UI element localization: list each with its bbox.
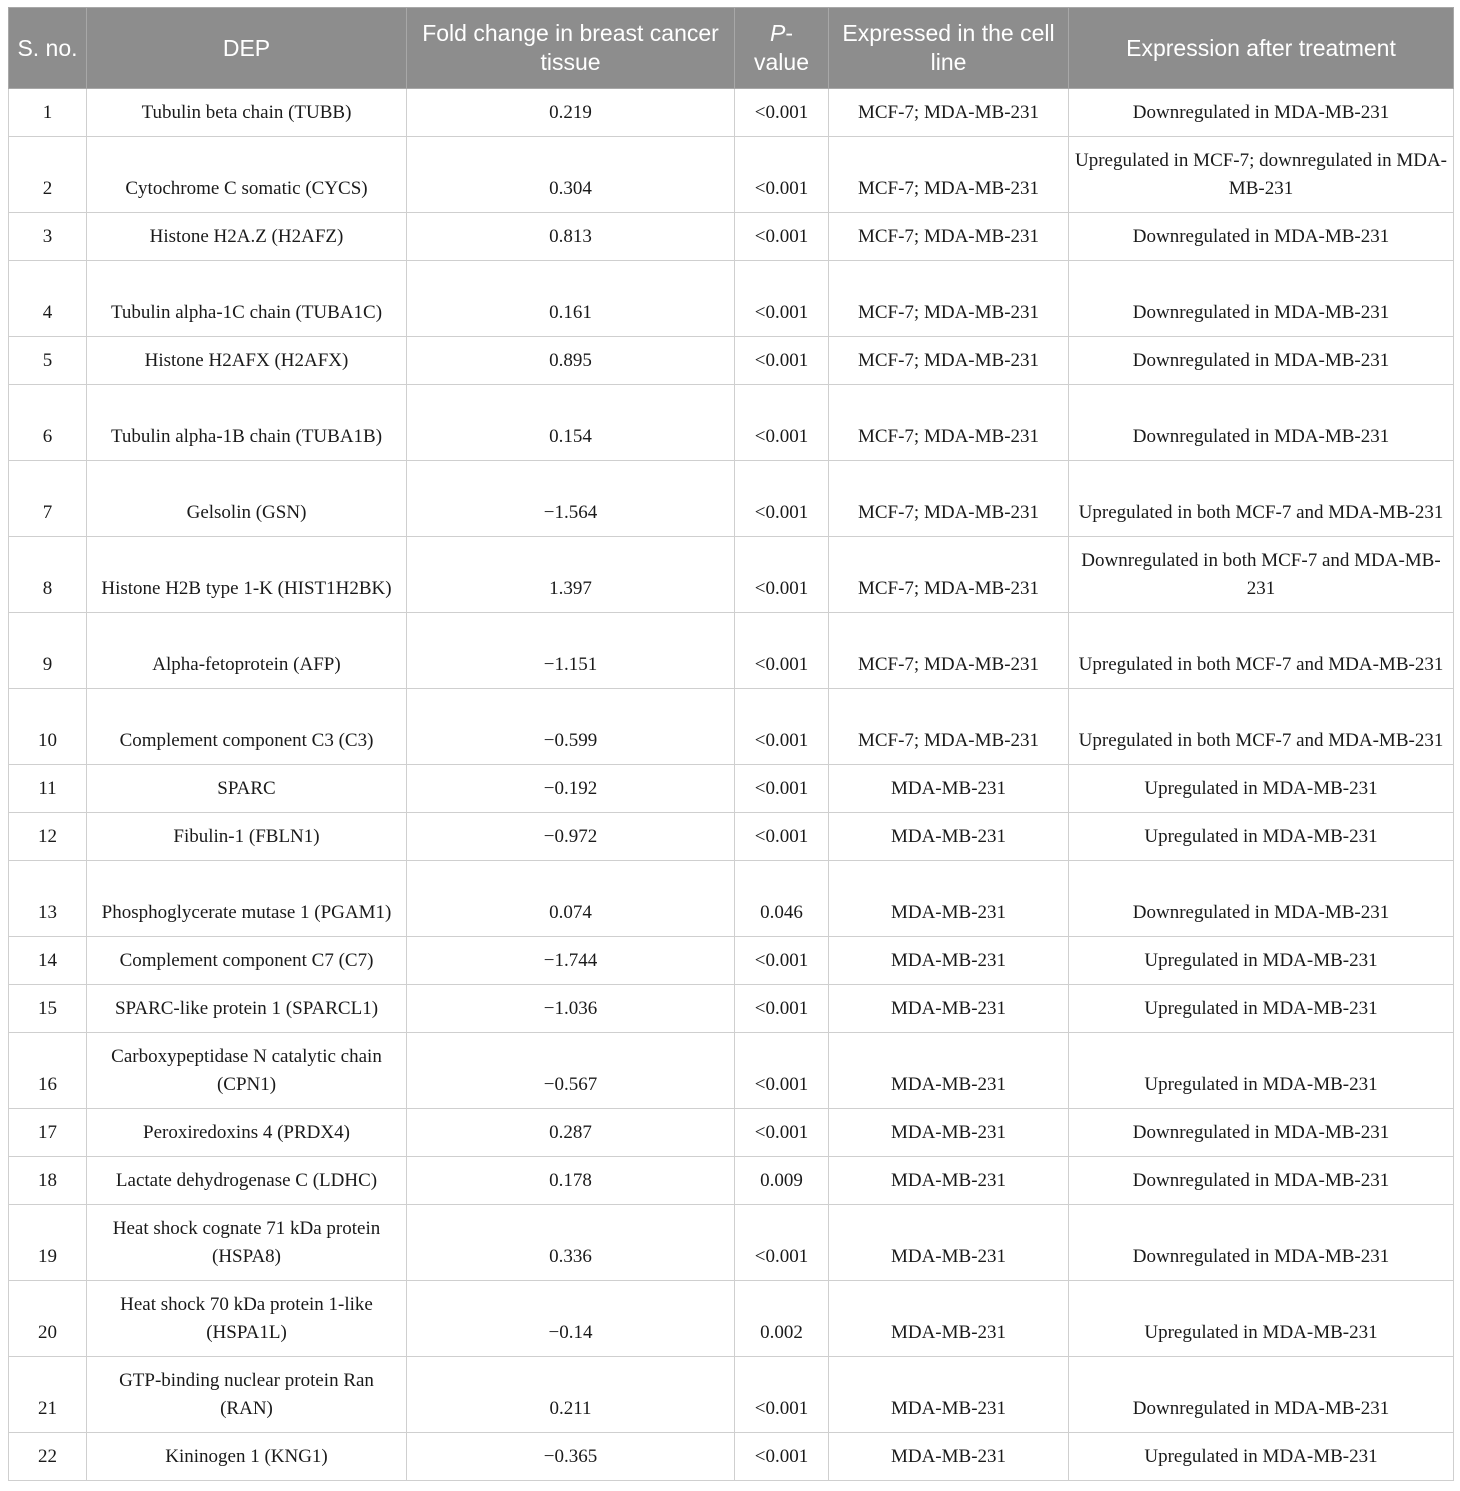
cell-fold-change: 0.161 — [407, 261, 735, 337]
table-row — [9, 1205, 1454, 1281]
cell-expression-after: Downregulated in MDA-MB-231 — [1069, 1357, 1454, 1433]
cell-fold-change: −1.564 — [407, 461, 735, 537]
cell-sno: 16 — [9, 1033, 87, 1109]
table-row — [9, 1281, 1454, 1357]
cell-line: MCF-7; MDA-MB-231 — [829, 537, 1069, 613]
cell-fold-change: 0.336 — [407, 1205, 735, 1281]
cell-dep: SPARC — [87, 765, 407, 813]
cell-expression-after: Upregulated in MDA-MB-231 — [1069, 985, 1454, 1033]
table-row — [9, 765, 1454, 813]
cell-p-value: 0.046 — [735, 861, 829, 937]
cell-sno: 8 — [9, 537, 87, 613]
table-row — [9, 813, 1454, 861]
cell-fold-change: −0.599 — [407, 689, 735, 765]
cell-p-value: <0.001 — [735, 1205, 829, 1281]
cell-sno: 15 — [9, 985, 87, 1033]
table-row — [9, 385, 1454, 461]
cell-line: MDA-MB-231 — [829, 813, 1069, 861]
cell-p-value: <0.001 — [735, 337, 829, 385]
cell-p-value: <0.001 — [735, 461, 829, 537]
cell-line: MCF-7; MDA-MB-231 — [829, 689, 1069, 765]
cell-expression-after: Downregulated in MDA-MB-231 — [1069, 861, 1454, 937]
cell-expression-after: Upregulated in MDA-MB-231 — [1069, 1433, 1454, 1481]
header-p-suffix: -value — [754, 20, 809, 75]
cell-dep: Lactate dehydrogenase C (LDHC) — [87, 1157, 407, 1205]
cell-p-value: <0.001 — [735, 813, 829, 861]
cell-expression-after: Upregulated in MDA-MB-231 — [1069, 1281, 1454, 1357]
cell-sno: 5 — [9, 337, 87, 385]
cell-fold-change: −0.14 — [407, 1281, 735, 1357]
table-row — [9, 985, 1454, 1033]
cell-p-value: <0.001 — [735, 537, 829, 613]
cell-line: MDA-MB-231 — [829, 985, 1069, 1033]
cell-line: MCF-7; MDA-MB-231 — [829, 261, 1069, 337]
cell-p-value: <0.001 — [735, 1109, 829, 1157]
cell-p-value: <0.001 — [735, 213, 829, 261]
table-row — [9, 537, 1454, 613]
cell-fold-change: 0.895 — [407, 337, 735, 385]
table-row — [9, 1157, 1454, 1205]
cell-expression-after: Downregulated in MDA-MB-231 — [1069, 89, 1454, 137]
header-p-value — [735, 8, 829, 89]
cell-expression-after: Upregulated in MDA-MB-231 — [1069, 765, 1454, 813]
cell-dep: Alpha-fetoprotein (AFP) — [87, 613, 407, 689]
cell-dep: Kininogen 1 (KNG1) — [87, 1433, 407, 1481]
table-row — [9, 1033, 1454, 1109]
table-row — [9, 861, 1454, 937]
cell-sno: 11 — [9, 765, 87, 813]
cell-dep: Histone H2B type 1-K (HIST1H2BK) — [87, 537, 407, 613]
cell-line: MDA-MB-231 — [829, 861, 1069, 937]
cell-line: MCF-7; MDA-MB-231 — [829, 213, 1069, 261]
cell-line: MDA-MB-231 — [829, 1281, 1069, 1357]
cell-p-value: <0.001 — [735, 1433, 829, 1481]
cell-line: MCF-7; MDA-MB-231 — [829, 137, 1069, 213]
cell-dep: SPARC-like protein 1 (SPARCL1) — [87, 985, 407, 1033]
cell-expression-after: Upregulated in MDA-MB-231 — [1069, 937, 1454, 985]
cell-dep: Tubulin alpha-1B chain (TUBA1B) — [87, 385, 407, 461]
cell-dep: Histone H2AFX (H2AFX) — [87, 337, 407, 385]
cell-expression-after: Downregulated in MDA-MB-231 — [1069, 385, 1454, 461]
cell-fold-change: −1.744 — [407, 937, 735, 985]
cell-line: MCF-7; MDA-MB-231 — [829, 385, 1069, 461]
cell-fold-change: 0.178 — [407, 1157, 735, 1205]
cell-sno: 6 — [9, 385, 87, 461]
cell-line: MCF-7; MDA-MB-231 — [829, 337, 1069, 385]
cell-sno: 7 — [9, 461, 87, 537]
cell-dep: Cytochrome C somatic (CYCS) — [87, 137, 407, 213]
table-row — [9, 1357, 1454, 1433]
cell-expression-after: Upregulated in MDA-MB-231 — [1069, 1033, 1454, 1109]
cell-sno: 13 — [9, 861, 87, 937]
cell-sno: 21 — [9, 1357, 87, 1433]
cell-expression-after: Downregulated in MDA-MB-231 — [1069, 337, 1454, 385]
cell-fold-change: −0.567 — [407, 1033, 735, 1109]
cell-line: MDA-MB-231 — [829, 1433, 1069, 1481]
cell-fold-change: −1.151 — [407, 613, 735, 689]
cell-line: MDA-MB-231 — [829, 765, 1069, 813]
cell-line: MDA-MB-231 — [829, 1109, 1069, 1157]
cell-p-value: <0.001 — [735, 261, 829, 337]
cell-expression-after: Upregulated in both MCF-7 and MDA-MB-231 — [1069, 613, 1454, 689]
cell-sno: 12 — [9, 813, 87, 861]
cell-sno: 22 — [9, 1433, 87, 1481]
cell-fold-change: 0.154 — [407, 385, 735, 461]
cell-sno: 18 — [9, 1157, 87, 1205]
header-fold-change: Fold change in breast cancer tissue — [407, 8, 735, 89]
cell-expression-after: Downregulated in both MCF-7 and MDA-MB-231 — [1069, 537, 1454, 613]
cell-p-value: <0.001 — [735, 1357, 829, 1433]
cell-dep: Fibulin-1 (FBLN1) — [87, 813, 407, 861]
cell-expression-after: Downregulated in MDA-MB-231 — [1069, 1205, 1454, 1281]
cell-sno: 1 — [9, 89, 87, 137]
cell-dep: Heat shock 70 kDa protein 1-like (HSPA1L) — [87, 1281, 407, 1357]
cell-dep: Complement component C3 (C3) — [87, 689, 407, 765]
table-row — [9, 689, 1454, 765]
table-row — [9, 613, 1454, 689]
table-row — [9, 89, 1454, 137]
cell-dep: Heat shock cognate 71 kDa protein (HSPA8) — [87, 1205, 407, 1281]
cell-p-value: 0.002 — [735, 1281, 829, 1357]
header-expression-after-treatment: Expression after treatment — [1069, 8, 1454, 89]
cell-line: MCF-7; MDA-MB-231 — [829, 89, 1069, 137]
cell-fold-change: −0.365 — [407, 1433, 735, 1481]
cell-p-value: <0.001 — [735, 1033, 829, 1109]
cell-sno: 3 — [9, 213, 87, 261]
table-row — [9, 461, 1454, 537]
cell-dep: Phosphoglycerate mutase 1 (PGAM1) — [87, 861, 407, 937]
cell-fold-change: 0.211 — [407, 1357, 735, 1433]
cell-p-value: <0.001 — [735, 137, 829, 213]
cell-expression-after: Upregulated in MDA-MB-231 — [1069, 813, 1454, 861]
header-p-letter: P — [769, 20, 786, 46]
header-expressed-cell-line: Expressed in the cell line — [829, 8, 1069, 89]
cell-expression-after: Downregulated in MDA-MB-231 — [1069, 1109, 1454, 1157]
table-row — [9, 137, 1454, 213]
cell-line: MDA-MB-231 — [829, 1033, 1069, 1109]
cell-line: MDA-MB-231 — [829, 937, 1069, 985]
header-dep: DEP — [87, 8, 407, 89]
table-row — [9, 337, 1454, 385]
cell-p-value: <0.001 — [735, 765, 829, 813]
cell-sno: 20 — [9, 1281, 87, 1357]
dep-table — [8, 7, 1454, 1481]
cell-expression-after: Upregulated in both MCF-7 and MDA-MB-231 — [1069, 461, 1454, 537]
cell-p-value: <0.001 — [735, 937, 829, 985]
header-row — [9, 8, 1454, 89]
cell-expression-after: Upregulated in MCF-7; downregulated in MDA-MB-231 — [1069, 137, 1454, 213]
cell-p-value: <0.001 — [735, 689, 829, 765]
cell-dep: Carboxypeptidase N catalytic chain (CPN1) — [87, 1033, 407, 1109]
cell-line: MCF-7; MDA-MB-231 — [829, 461, 1069, 537]
table-row — [9, 1109, 1454, 1157]
table-row — [9, 937, 1454, 985]
cell-dep: Tubulin alpha-1C chain (TUBA1C) — [87, 261, 407, 337]
cell-fold-change: −1.036 — [407, 985, 735, 1033]
table-body — [9, 89, 1454, 1481]
cell-dep: GTP-binding nuclear protein Ran (RAN) — [87, 1357, 407, 1433]
cell-fold-change: 0.304 — [407, 137, 735, 213]
cell-fold-change: −0.192 — [407, 765, 735, 813]
cell-fold-change: 1.397 — [407, 537, 735, 613]
cell-dep: Complement component C7 (C7) — [87, 937, 407, 985]
cell-dep: Tubulin beta chain (TUBB) — [87, 89, 407, 137]
cell-fold-change: −0.972 — [407, 813, 735, 861]
cell-expression-after: Downregulated in MDA-MB-231 — [1069, 213, 1454, 261]
cell-expression-after: Upregulated in both MCF-7 and MDA-MB-231 — [1069, 689, 1454, 765]
cell-sno: 4 — [9, 261, 87, 337]
cell-sno: 9 — [9, 613, 87, 689]
cell-p-value: 0.009 — [735, 1157, 829, 1205]
cell-expression-after: Downregulated in MDA-MB-231 — [1069, 1157, 1454, 1205]
cell-line: MCF-7; MDA-MB-231 — [829, 613, 1069, 689]
table-row — [9, 213, 1454, 261]
cell-fold-change: 0.219 — [407, 89, 735, 137]
cell-fold-change: 0.287 — [407, 1109, 735, 1157]
cell-sno: 10 — [9, 689, 87, 765]
cell-line: MDA-MB-231 — [829, 1205, 1069, 1281]
cell-p-value: <0.001 — [735, 613, 829, 689]
cell-sno: 19 — [9, 1205, 87, 1281]
cell-fold-change: 0.074 — [407, 861, 735, 937]
header-sno: S. no. — [9, 8, 87, 89]
cell-p-value: <0.001 — [735, 985, 829, 1033]
table-row — [9, 261, 1454, 337]
cell-dep: Peroxiredoxins 4 (PRDX4) — [87, 1109, 407, 1157]
cell-p-value: <0.001 — [735, 385, 829, 461]
cell-sno: 14 — [9, 937, 87, 985]
cell-dep: Histone H2A.Z (H2AFZ) — [87, 213, 407, 261]
cell-sno: 2 — [9, 137, 87, 213]
cell-dep: Gelsolin (GSN) — [87, 461, 407, 537]
cell-line: MDA-MB-231 — [829, 1357, 1069, 1433]
cell-line: MDA-MB-231 — [829, 1157, 1069, 1205]
cell-sno: 17 — [9, 1109, 87, 1157]
table-row — [9, 1433, 1454, 1481]
cell-expression-after: Downregulated in MDA-MB-231 — [1069, 261, 1454, 337]
cell-fold-change: 0.813 — [407, 213, 735, 261]
cell-p-value: <0.001 — [735, 89, 829, 137]
